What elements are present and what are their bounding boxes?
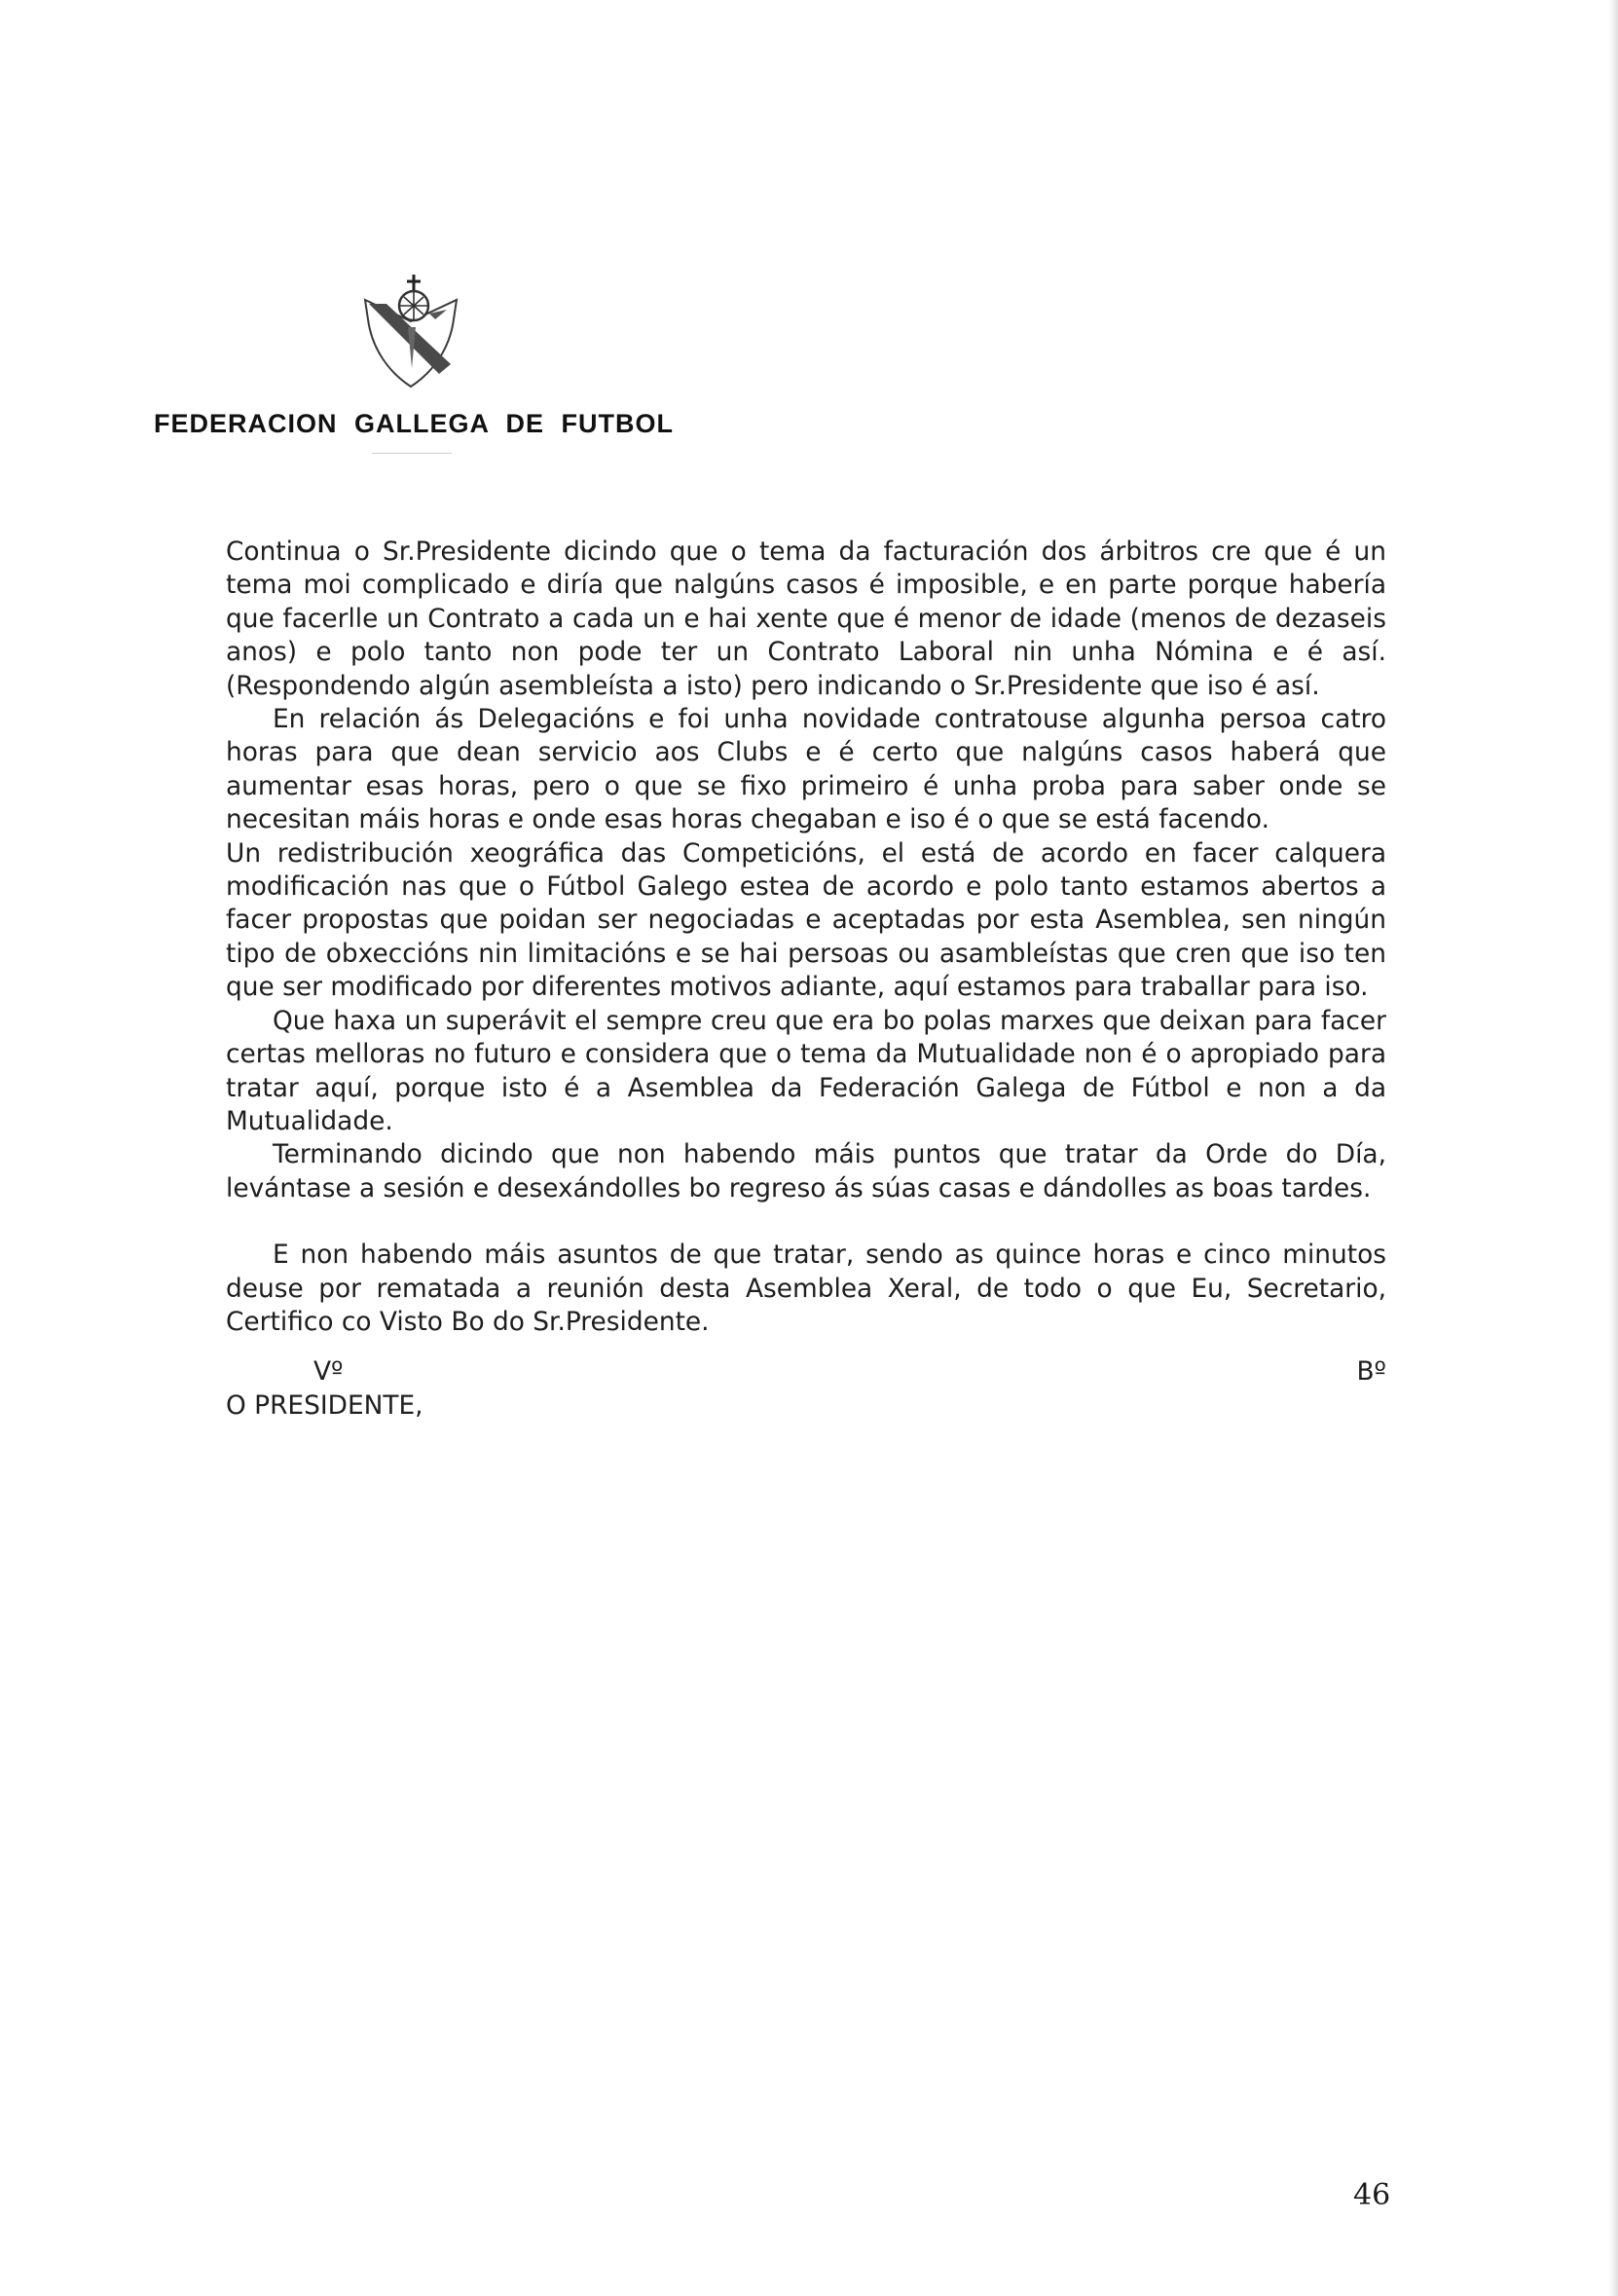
scan-edge-shadow [1608, 0, 1618, 2296]
signer-title: O PRESIDENTE, [226, 1389, 423, 1421]
paragraph-closing: E non habendo máis asuntos de que tratar, sendo as quince horas e cinco minutos deuse por rematada a reunión desta Asemblea Xeral, de todo o que Eu, Secretario, Certifico co Visto Bo do Sr.Presidente. [226, 1240, 1386, 1337]
minutes-body [226, 536, 1386, 1423]
visto-bo-row [226, 1355, 1386, 1389]
header-divider [372, 453, 452, 454]
organization-name: FEDERACION GALLEGA DE FUTBOL [154, 409, 674, 438]
federation-crest-icon [357, 271, 464, 389]
paragraph-arbitros-facturacion: Continua o Sr.Presidente dicindo que o tema da facturación dos árbitros cre que é un tema moi complicado e diría que nalgúns casos é imposible, e en parte porque habería que facerlle un Contrato a cada un e hai xente que é menor de idade (menos de dezaseis anos) e polo tanto non pode ter un Contrato Laboral nin unha Nómina e é así. (Respondendo algún asembleísta a isto) pero indicando o Sr.Presidente que iso é así. [226, 537, 1386, 701]
paragraph-delegacions: En relación ás Delegacións e foi unha novidade contratouse algunha persoa catro horas para que dean servicio aos Clubs e é certo que nalgúns casos haberá que aumentar esas horas, pero o que se fixo primeiro é unha proba para saber onde se necesitan máis horas e onde esas horas chegaban e iso é o que se está facendo. [226, 704, 1386, 835]
visto-label: Vº [313, 1356, 344, 1388]
paragraph-redistribucion: Un redistribución xeográfica das Competicións, el está de acordo en facer calquera modificación nas que o Fútbol Galego estea de acordo e polo tanto estamos abertos a facer propostas que poidan ser negociadas e aceptadas por esta Asemblea, sen ningún tipo de obxeccións nin limitacións e se hai persoas ou asambleístas que cren que iso ten que ser modificado por diferentes motivos adiante, aquí estamos para traballar para iso. [226, 837, 1386, 1003]
page-number: 46 [1353, 2178, 1391, 2212]
bo-label: Bº [1356, 1356, 1386, 1388]
paragraph-gap [226, 1205, 1386, 1239]
paragraph-superavit: Que haxa un superávit el sempre creu que era bo polas marxes que deixan para facer certas melloras no futuro e considera que o tema da Mutualidade non é o apropiado para tratar aquí, porque isto é a Asemblea da Federación Galega de Fútbol e non a da Mutualidade. [226, 1005, 1386, 1136]
paragraph-terminando: Terminando dicindo que non habendo máis puntos que tratar da Orde do Día, levántase a sesión e desexándolles bo regreso ás súas casas e dándolles as boas tardes. [226, 1139, 1386, 1204]
